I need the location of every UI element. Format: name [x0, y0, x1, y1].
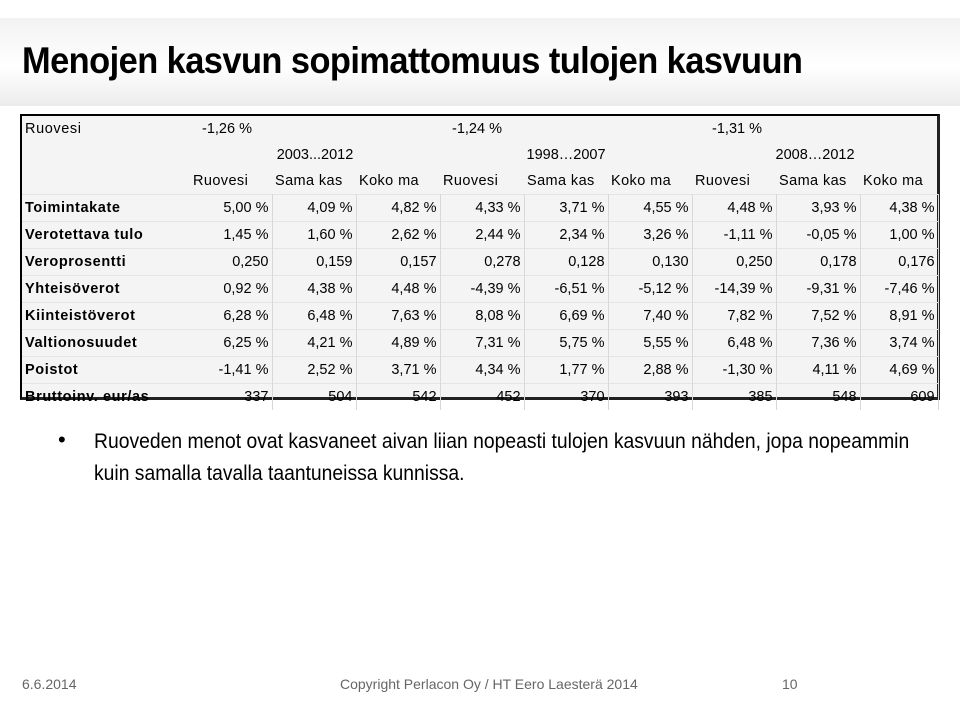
table-cell: 3,26 %	[608, 222, 692, 249]
row-label: Veroprosentti	[22, 249, 190, 276]
table-cell: 5,55 %	[608, 330, 692, 357]
table-cell: 6,69 %	[524, 303, 608, 330]
top-row-value: -1,24 %	[452, 121, 502, 137]
table-cell: 0,178	[776, 249, 860, 276]
column-header: Koko ma	[359, 173, 420, 189]
table-cell: 5,00 %	[190, 195, 272, 222]
table-row	[22, 357, 938, 384]
table-cell: 0,176	[860, 249, 938, 276]
table-cell: 7,40 %	[608, 303, 692, 330]
table-cell: 393	[608, 384, 692, 411]
table-cell: 4,69 %	[860, 357, 938, 384]
table-cell: 504	[272, 384, 356, 411]
top-row-label: Ruovesi	[25, 121, 82, 137]
table-cell: 4,38 %	[860, 195, 938, 222]
table-cell: 5,75 %	[524, 330, 608, 357]
data-table-frame	[20, 114, 940, 405]
table-cell: 3,74 %	[860, 330, 938, 357]
table-cell: -1,30 %	[692, 357, 776, 384]
row-label: Valtionosuudet	[22, 330, 190, 357]
table-row	[22, 195, 938, 222]
table-cell: 7,52 %	[776, 303, 860, 330]
table-cell: 8,08 %	[440, 303, 524, 330]
table-cell: 0,128	[524, 249, 608, 276]
table-cell: 385	[692, 384, 776, 411]
table-cell: 1,00 %	[860, 222, 938, 249]
table-cell: 4,48 %	[356, 276, 440, 303]
column-header: Sama kas	[275, 173, 343, 189]
table-row	[22, 249, 938, 276]
table-cell: 6,25 %	[190, 330, 272, 357]
footer-copyright: Copyright Perlacon Oy / HT Eero Laesterä 2014	[340, 676, 638, 692]
top-row-value: -1,31 %	[712, 121, 763, 137]
table-period-row	[22, 142, 938, 168]
table-row	[22, 330, 938, 357]
table-cell: 4,33 %	[440, 195, 524, 222]
table-subheader-row	[22, 168, 938, 195]
table-cell: 7,82 %	[692, 303, 776, 330]
column-header: Sama kas	[527, 173, 595, 189]
table-cell: 0,130	[608, 249, 692, 276]
table-cell: 4,48 %	[692, 195, 776, 222]
table-cell: 4,55 %	[608, 195, 692, 222]
table-cell: 542	[356, 384, 440, 411]
table-cell: 3,93 %	[776, 195, 860, 222]
table-cell: 337	[190, 384, 272, 411]
table-cell: 6,48 %	[272, 303, 356, 330]
period-header: 1998…2007	[526, 147, 606, 163]
row-label: Toimintakate	[22, 195, 190, 222]
table-cell: -1,11 %	[692, 222, 776, 249]
period-header: 2003...2012	[276, 147, 354, 163]
table-cell: 6,48 %	[692, 330, 776, 357]
table-cell: 370	[524, 384, 608, 411]
table-cell: 2,52 %	[272, 357, 356, 384]
table-row	[22, 276, 938, 303]
row-label: Kiinteistöverot	[22, 303, 190, 330]
table-cell: 3,71 %	[524, 195, 608, 222]
table-cell: -5,12 %	[608, 276, 692, 303]
table-cell: 1,77 %	[524, 357, 608, 384]
table-row	[22, 222, 938, 249]
table-cell: 0,159	[272, 249, 356, 276]
table-cell: -1,41 %	[190, 357, 272, 384]
slide-title: Menojen kasvun sopimattomuus tulojen kasvuun	[22, 40, 803, 81]
row-label: Poistot	[22, 357, 190, 384]
top-row-value: -1,26 %	[202, 121, 252, 137]
table-cell: 0,92 %	[190, 276, 272, 303]
footer-date: 6.6.2014	[22, 676, 77, 692]
table-top-row	[22, 116, 938, 142]
table-cell: 4,09 %	[272, 195, 356, 222]
table-cell: 0,250	[692, 249, 776, 276]
table-cell: 4,82 %	[356, 195, 440, 222]
table-cell: -0,05 %	[776, 222, 860, 249]
table-cell: 2,34 %	[524, 222, 608, 249]
growth-table	[22, 116, 939, 410]
bullet-point	[58, 426, 918, 490]
table-cell: 4,34 %	[440, 357, 524, 384]
column-header: Ruovesi	[443, 173, 499, 189]
table-cell: 2,44 %	[440, 222, 524, 249]
table-cell: -7,46 %	[860, 276, 938, 303]
table-cell: 7,31 %	[440, 330, 524, 357]
table-cell: 2,62 %	[356, 222, 440, 249]
bullet-text: Ruoveden menot ovat kasvaneet aivan liian nopeasti tulojen kasvuun nähden, jopa nopeammin kuin samalla tavalla taantuneissa kunnissa.	[94, 430, 910, 485]
table-cell: -6,51 %	[524, 276, 608, 303]
table-cell: 4,11 %	[776, 357, 860, 384]
table-cell: -9,31 %	[776, 276, 860, 303]
row-label: Bruttoinv. eur/as	[22, 384, 190, 411]
table-cell: 4,89 %	[356, 330, 440, 357]
table-cell: 4,21 %	[272, 330, 356, 357]
table-cell: 1,60 %	[272, 222, 356, 249]
table-cell: 7,36 %	[776, 330, 860, 357]
table-cell: 1,45 %	[190, 222, 272, 249]
table-cell: 8,91 %	[860, 303, 938, 330]
table-cell: 0,157	[356, 249, 440, 276]
table-cell: 6,28 %	[190, 303, 272, 330]
table-cell: 0,278	[440, 249, 524, 276]
table-row	[22, 384, 938, 411]
column-header: Koko ma	[611, 173, 672, 189]
table-cell: -4,39 %	[440, 276, 524, 303]
column-header: Ruovesi	[193, 173, 249, 189]
table-cell: 4,38 %	[272, 276, 356, 303]
bullet-icon: •	[58, 427, 66, 452]
table-row	[22, 303, 938, 330]
table-cell: -14,39 %	[692, 276, 776, 303]
table-cell: 452	[440, 384, 524, 411]
table-cell: 0,250	[190, 249, 272, 276]
column-header: Ruovesi	[695, 173, 751, 189]
table-cell: 609	[860, 384, 938, 411]
table-cell: 548	[776, 384, 860, 411]
footer-page-number: 10	[782, 676, 798, 692]
column-header: Koko ma	[863, 173, 924, 189]
row-label: Yhteisöverot	[22, 276, 190, 303]
table-cell: 2,88 %	[608, 357, 692, 384]
table-cell: 3,71 %	[356, 357, 440, 384]
table-cell: 7,63 %	[356, 303, 440, 330]
row-label: Verotettava tulo	[22, 222, 190, 249]
column-header: Sama kas	[779, 173, 847, 189]
period-header: 2008…2012	[775, 147, 855, 163]
